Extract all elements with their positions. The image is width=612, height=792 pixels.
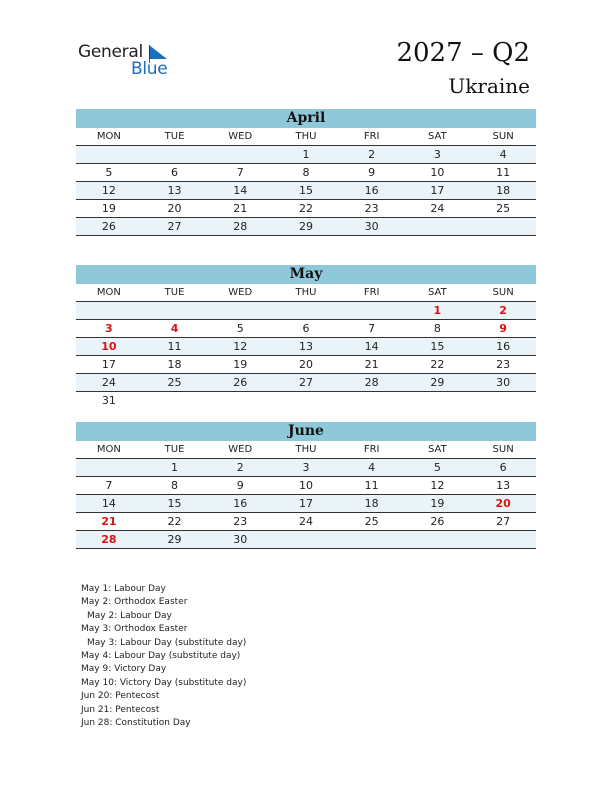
day-cell: 7 <box>76 477 142 495</box>
day-cell: 2 <box>470 302 536 320</box>
weekday-header: FRI <box>339 441 405 459</box>
day-cell: 5 <box>405 459 471 477</box>
day-cell: 24 <box>273 513 339 531</box>
day-cell <box>142 392 208 410</box>
weekday-header: SUN <box>470 284 536 302</box>
calendar-table <box>76 441 536 549</box>
week-row <box>76 146 536 164</box>
week-row <box>76 459 536 477</box>
weekday-header: THU <box>273 128 339 146</box>
day-cell: 18 <box>339 495 405 513</box>
day-cell: 3 <box>405 146 471 164</box>
day-cell <box>405 392 471 410</box>
day-cell <box>207 146 273 164</box>
day-cell: 14 <box>339 338 405 356</box>
day-cell: 11 <box>142 338 208 356</box>
month-june <box>76 422 536 549</box>
page-title: 2027 – Q2 <box>396 38 530 68</box>
week-row <box>76 302 536 320</box>
day-cell: 12 <box>405 477 471 495</box>
day-cell: 13 <box>273 338 339 356</box>
day-cell: 11 <box>470 164 536 182</box>
day-cell <box>142 302 208 320</box>
day-cell: 2 <box>207 459 273 477</box>
day-cell: 8 <box>273 164 339 182</box>
weekday-header: FRI <box>339 128 405 146</box>
day-cell <box>76 146 142 164</box>
day-cell: 22 <box>142 513 208 531</box>
weekday-header: SAT <box>405 441 471 459</box>
week-row <box>76 513 536 531</box>
day-cell: 12 <box>207 338 273 356</box>
day-cell <box>273 531 339 549</box>
day-cell: 11 <box>339 477 405 495</box>
week-row <box>76 392 536 410</box>
month-april <box>76 109 536 236</box>
day-cell: 29 <box>405 374 471 392</box>
holiday-entry: May 2: Orthodox Easter <box>81 597 188 608</box>
day-cell: 17 <box>76 356 142 374</box>
country-name: Ukraine <box>448 74 530 98</box>
day-cell: 20 <box>142 200 208 218</box>
day-cell: 18 <box>470 182 536 200</box>
day-cell: 10 <box>76 338 142 356</box>
day-cell: 9 <box>470 320 536 338</box>
day-cell: 27 <box>142 218 208 236</box>
calendar-table <box>76 128 536 236</box>
holiday-entry: May 9: Victory Day <box>81 664 167 675</box>
weekday-header: WED <box>207 284 273 302</box>
day-cell: 14 <box>207 182 273 200</box>
day-cell <box>76 302 142 320</box>
day-cell: 25 <box>470 200 536 218</box>
day-cell: 21 <box>76 513 142 531</box>
day-cell <box>273 392 339 410</box>
day-cell <box>405 531 471 549</box>
day-cell: 6 <box>273 320 339 338</box>
day-cell: 4 <box>470 146 536 164</box>
day-cell: 5 <box>76 164 142 182</box>
week-row <box>76 495 536 513</box>
day-cell: 10 <box>405 164 471 182</box>
holiday-entry: May 4: Labour Day (substitute day) <box>81 650 241 661</box>
weekday-header: WED <box>207 441 273 459</box>
day-cell: 5 <box>207 320 273 338</box>
day-cell: 21 <box>207 200 273 218</box>
day-cell: 29 <box>273 218 339 236</box>
day-cell: 3 <box>76 320 142 338</box>
weekday-header: TUE <box>142 284 208 302</box>
holiday-list <box>81 583 246 730</box>
day-cell: 15 <box>273 182 339 200</box>
day-cell: 9 <box>339 164 405 182</box>
weekday-header: SUN <box>470 441 536 459</box>
week-row <box>76 356 536 374</box>
day-cell: 20 <box>470 495 536 513</box>
day-cell: 28 <box>76 531 142 549</box>
day-cell <box>470 531 536 549</box>
day-cell: 13 <box>470 477 536 495</box>
day-cell: 14 <box>76 495 142 513</box>
day-cell: 8 <box>142 477 208 495</box>
day-cell: 6 <box>470 459 536 477</box>
holiday-entry: May 2: Labour Day <box>87 610 172 621</box>
weekday-header: SAT <box>405 284 471 302</box>
day-cell: 27 <box>470 513 536 531</box>
weekday-header: MON <box>76 441 142 459</box>
weekday-header: SAT <box>405 128 471 146</box>
day-cell: 31 <box>101 394 116 407</box>
holiday-entry: Jun 21: Pentecost <box>81 704 160 715</box>
day-cell <box>339 302 405 320</box>
day-cell <box>273 302 339 320</box>
weekday-header: THU <box>273 284 339 302</box>
day-cell: 24 <box>405 200 471 218</box>
day-cell: 19 <box>76 200 142 218</box>
day-cell <box>76 459 142 477</box>
day-cell <box>470 218 536 236</box>
month-header: June <box>76 422 536 441</box>
day-cell: 28 <box>207 218 273 236</box>
day-cell: 10 <box>273 477 339 495</box>
day-cell: 26 <box>76 218 142 236</box>
logo-text-blue: Blue <box>131 59 168 79</box>
day-cell: 16 <box>339 182 405 200</box>
day-cell: 22 <box>405 356 471 374</box>
day-cell: 30 <box>207 531 273 549</box>
brand-logo <box>78 42 178 78</box>
weekday-header: TUE <box>142 441 208 459</box>
logo-flag-icon <box>149 45 169 63</box>
day-cell: 23 <box>339 200 405 218</box>
day-cell: 1 <box>273 146 339 164</box>
day-cell: 30 <box>470 374 536 392</box>
day-cell <box>207 392 273 410</box>
day-cell: 1 <box>142 459 208 477</box>
month-may <box>76 265 536 409</box>
day-cell: 7 <box>207 164 273 182</box>
day-cell: 21 <box>339 356 405 374</box>
day-cell: 30 <box>339 218 405 236</box>
month-header: April <box>76 109 536 128</box>
day-cell: 15 <box>142 495 208 513</box>
weekday-header: MON <box>76 128 142 146</box>
day-cell: 16 <box>207 495 273 513</box>
weekday-header: THU <box>273 441 339 459</box>
holiday-entry: May 3: Labour Day (substitute day) <box>87 637 247 648</box>
day-cell: 23 <box>207 513 273 531</box>
day-cell: 19 <box>405 495 471 513</box>
calendar-table <box>76 284 536 409</box>
day-cell: 19 <box>207 356 273 374</box>
holiday-entry: Jun 28: Constitution Day <box>81 717 191 728</box>
day-cell: 29 <box>142 531 208 549</box>
day-cell: 6 <box>142 164 208 182</box>
day-cell: 17 <box>405 182 471 200</box>
day-cell <box>339 531 405 549</box>
weekday-header: SUN <box>470 128 536 146</box>
day-cell <box>339 392 405 410</box>
day-cell: 4 <box>142 320 208 338</box>
day-cell: 23 <box>470 356 536 374</box>
month-header: May <box>76 265 536 284</box>
week-row <box>76 477 536 495</box>
day-cell: 25 <box>142 374 208 392</box>
day-cell: 2 <box>339 146 405 164</box>
day-cell: 27 <box>273 374 339 392</box>
week-row <box>76 374 536 392</box>
day-cell: 16 <box>470 338 536 356</box>
weekday-header: FRI <box>339 284 405 302</box>
day-cell: 8 <box>405 320 471 338</box>
day-cell <box>207 302 273 320</box>
day-cell <box>142 146 208 164</box>
day-cell: 26 <box>207 374 273 392</box>
day-cell: 15 <box>405 338 471 356</box>
day-cell: 9 <box>207 477 273 495</box>
day-cell: 12 <box>76 182 142 200</box>
week-row <box>76 164 536 182</box>
day-cell: 7 <box>339 320 405 338</box>
day-cell: 1 <box>405 302 471 320</box>
week-row <box>76 182 536 200</box>
week-row <box>76 338 536 356</box>
day-cell: 28 <box>339 374 405 392</box>
week-row <box>76 200 536 218</box>
day-cell: 26 <box>405 513 471 531</box>
day-cell: 18 <box>142 356 208 374</box>
weekday-header: WED <box>207 128 273 146</box>
holiday-entry: May 1: Labour Day <box>81 584 166 594</box>
day-cell: 13 <box>142 182 208 200</box>
holiday-entry: May 10: Victory Day (substitute day) <box>81 677 247 688</box>
day-cell <box>405 218 471 236</box>
week-row <box>76 218 536 236</box>
day-cell: 20 <box>273 356 339 374</box>
day-cell: 4 <box>339 459 405 477</box>
weekday-header: MON <box>76 284 142 302</box>
day-cell: 24 <box>76 374 142 392</box>
weekday-header: TUE <box>142 128 208 146</box>
day-cell <box>470 392 536 410</box>
day-cell: 22 <box>273 200 339 218</box>
holiday-entry: May 3: Orthodox Easter <box>81 624 188 635</box>
day-cell: 25 <box>339 513 405 531</box>
week-row <box>76 531 536 549</box>
day-cell: 3 <box>273 459 339 477</box>
logo-text-general: General <box>78 42 143 62</box>
holiday-entry: Jun 20: Pentecost <box>81 691 160 702</box>
week-row <box>76 320 536 338</box>
day-cell: 17 <box>273 495 339 513</box>
